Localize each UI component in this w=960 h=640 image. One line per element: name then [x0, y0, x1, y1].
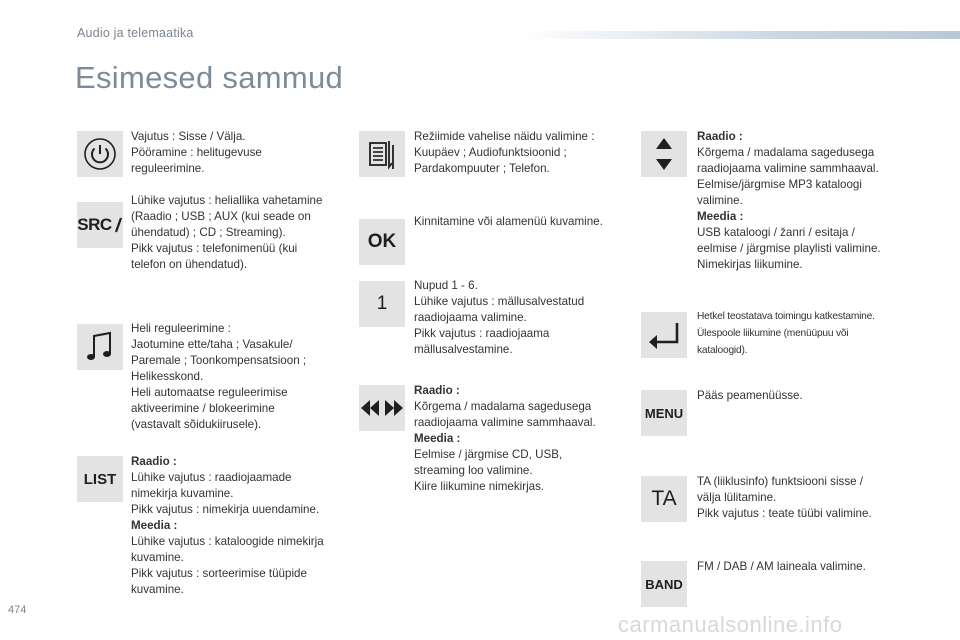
- back-button-icon: [641, 312, 687, 358]
- back-description: Hetkel teostatava toimingu katkestamine. Ülespoole liikumine (menüüpuu või kataloogid).: [697, 311, 875, 356]
- page-title: Esimesed sammud: [75, 60, 344, 95]
- seek-button-icon: [359, 385, 405, 431]
- page-number: 474: [8, 604, 27, 616]
- ta-button-icon: TA: [641, 476, 687, 522]
- up-down-arrows-icon: [654, 136, 674, 172]
- ok-button-icon: OK: [359, 219, 405, 265]
- menu-button-icon: MENU: [641, 390, 687, 436]
- band-button-icon: BAND: [641, 561, 687, 607]
- list-description: Raadio : Lühike vajutus : raadiojaamade nimekirja kuvamine. Pikk vajutus : nimekirja uuendamine. Meedia : Lühike vajutus : kataloogide nimekirja kuvamine. Pikk vajutus : sorteerimise tüüpide kuvamine.: [131, 455, 324, 596]
- watermark: carmanualsonline.info: [618, 612, 843, 637]
- seek-description: Raadio : Kõrgema / madalama sagedusega raadiojaama valimine sammhaaval. Meedia : Eelmise / järgmise CD, USB, streaming loo valimine. Kiire liikumine nimekirjas.: [414, 384, 596, 493]
- display-button-icon: [359, 131, 405, 177]
- preset-button-icon: 1: [359, 281, 405, 327]
- music-note-icon: [85, 330, 115, 364]
- menu-description: Pääs peamenüüsse.: [697, 389, 803, 402]
- ok-description: Kinnitamine või alamenüü kuvamine.: [414, 215, 603, 228]
- list-button-icon: LIST: [77, 456, 123, 502]
- src-description: Lühike vajutus : heliallika vahetamine (Raadio ; USB ; AUX (kui seade on ühendatud) ; CD ; Streaming). Pikk vajutus : telefonimenüü (kui telefon on ühendatud).: [131, 194, 323, 271]
- updown-button-icon: [641, 131, 687, 177]
- src-slash-icon: [113, 217, 123, 233]
- power-icon: [83, 137, 117, 171]
- power-button-icon: [77, 131, 123, 177]
- updown-description: Raadio : Kõrgema / madalama sagedusega raadiojaama valimine sammhaaval. Eelmise/järgmise MP3 kataloogi valimine. Meedia : USB kataloogi / žanri / esitaja / eelmise / järgmise playlisti valimine. Nimekirjas liikumine.: [697, 130, 881, 271]
- display-description: Režiimide vahelise näidu valimine : Kuupäev ; Audiofunktsioonid ; Pardakompuuter ; Telefon.: [414, 130, 595, 175]
- power-description: Vajutus : Sisse / Välja. Pööramine : helitugevuse reguleerimine.: [131, 130, 262, 175]
- src-button-icon: SRC: [77, 202, 123, 248]
- preset-description: Nupud 1 - 6. Lühike vajutus : mällusalvestatud raadiojaama valimine. Pikk vajutus : raadiojaama mällusalvestamine.: [414, 279, 585, 356]
- display-mode-icon: [366, 137, 398, 171]
- ta-description: TA (liiklusinfo) funktsiooni sisse / välja lülitamine. Pikk vajutus : teate tüübi valimine.: [697, 475, 872, 520]
- header-decor-bar: [520, 31, 960, 39]
- sound-button-icon: [77, 324, 123, 370]
- seek-arrows-icon: [360, 399, 404, 417]
- band-description: FM / DAB / AM laineala valimine.: [697, 560, 866, 573]
- back-arrow-icon: [647, 320, 681, 350]
- sound-description: Heli reguleerimine : Jaotumine ette/taha ; Vasakule/ Paremale ; Toonkompensatsioon ; Helikesskond. Heli automaatse reguleerimise aktiveerimine / blokeerimine (vastavalt sõidukiirusele).: [131, 322, 307, 431]
- section-header: Audio ja telemaatika: [77, 26, 194, 40]
